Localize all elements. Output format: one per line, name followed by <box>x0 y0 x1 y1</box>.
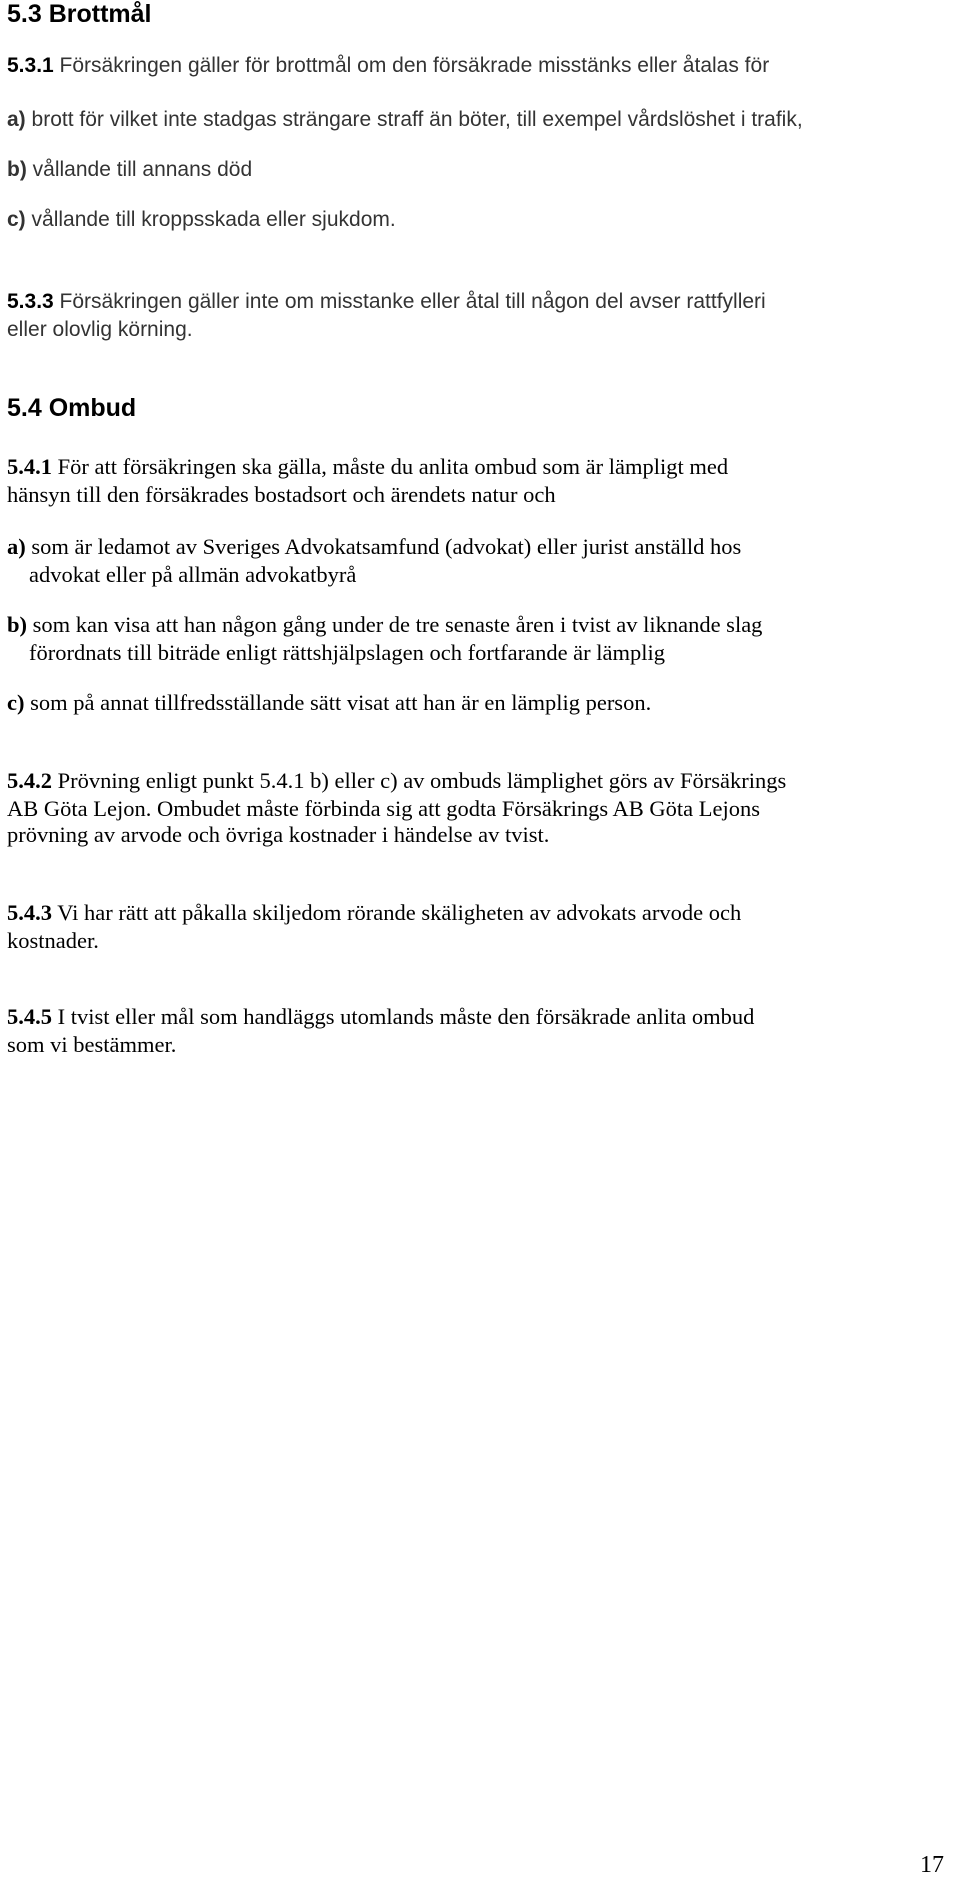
paragraph-5-3-3 <box>7 290 766 314</box>
item-label: c) <box>7 208 26 231</box>
clause-number: 5.4.5 <box>7 1004 52 1029</box>
item-text: vållande till annans död <box>26 158 253 181</box>
paragraph-5-4-2-line-2: AB Göta Lejon. Ombudet måste förbinda sig att godta Försäkrings AB Göta Lejons <box>7 796 761 821</box>
paragraph-5-4-1 <box>7 454 728 480</box>
clause-text: I tvist eller mål som handläggs utomlands måste den försäkrade anlita ombud <box>52 1004 755 1029</box>
item-text: som kan visa att han någon gång under de tre senaste åren i tvist av liknande slag <box>27 612 763 637</box>
list-item-b-line-2: förordnats till biträde enligt rättshjälpslagen och fortfarande är lämplig <box>29 640 666 665</box>
item-label: c) <box>7 690 25 715</box>
paragraph-5-4-2-line-3: prövning av arvode och övriga kostnader i händelse av tvist. <box>7 822 550 847</box>
list-item-b <box>7 612 762 638</box>
paragraph-5-3-1 <box>7 54 769 78</box>
item-label: a) <box>7 534 26 559</box>
clause-text: Vi har rätt att påkalla skiljedom rörande skäligheten av advokats arvode och <box>52 900 742 925</box>
item-label: b) <box>7 612 28 637</box>
list-item-b <box>7 158 252 182</box>
clause-text: Försäkringen gäller inte om misstanke eller åtal till någon del avser rattfylleri <box>53 290 766 313</box>
paragraph-5-4-1-line-2: hänsyn till den försäkrades bostadsort och ärendets natur och <box>7 482 556 507</box>
paragraph-5-4-3 <box>7 900 741 926</box>
clause-number: 5.4.1 <box>7 454 52 479</box>
clause-number: 5.4.2 <box>7 768 52 793</box>
item-text: brott för vilket inte stadgas strängare straff än böter, till exempel vårdslöshet i trafik, <box>25 108 803 131</box>
list-item-a-line-2: advokat eller på allmän advokatbyrå <box>29 562 357 587</box>
paragraph-5-4-5-line-2: som vi bestämmer. <box>7 1032 177 1057</box>
clause-number: 5.3.3 <box>7 290 54 313</box>
clause-text: För att försäkringen ska gälla, måste du anlita ombud som är lämpligt med <box>52 454 729 479</box>
item-text: som på annat tillfredsställande sätt visat att han är en lämplig person. <box>24 690 652 715</box>
clause-number: 5.4.3 <box>7 900 52 925</box>
item-label: a) <box>7 108 26 131</box>
list-item-a <box>7 534 741 560</box>
paragraph-5-4-3-line-2: kostnader. <box>7 928 99 953</box>
section-heading-5-3: 5.3 Brottmål <box>7 0 152 28</box>
page-number: 17 <box>920 1852 944 1878</box>
list-item-c <box>7 208 396 232</box>
item-text: vållande till kroppsskada eller sjukdom. <box>25 208 396 231</box>
paragraph-5-4-2 <box>7 768 786 794</box>
clause-text: Prövning enligt punkt 5.4.1 b) eller c) av ombuds lämplighet görs av Försäkrings <box>52 768 787 793</box>
list-item-a <box>7 108 803 132</box>
paragraph-5-4-5 <box>7 1004 754 1030</box>
paragraph-5-3-3-line-2: eller olovlig körning. <box>7 318 193 341</box>
section-heading-5-4: 5.4 Ombud <box>7 394 137 422</box>
clause-text: Försäkringen gäller för brottmål om den försäkrade misstänks eller åtalas för <box>53 54 770 77</box>
clause-number: 5.3.1 <box>7 54 54 77</box>
item-text: som är ledamot av Sveriges Advokatsamfund (advokat) eller jurist anställd hos <box>25 534 742 559</box>
list-item-c <box>7 690 651 716</box>
item-label: b) <box>7 158 27 181</box>
